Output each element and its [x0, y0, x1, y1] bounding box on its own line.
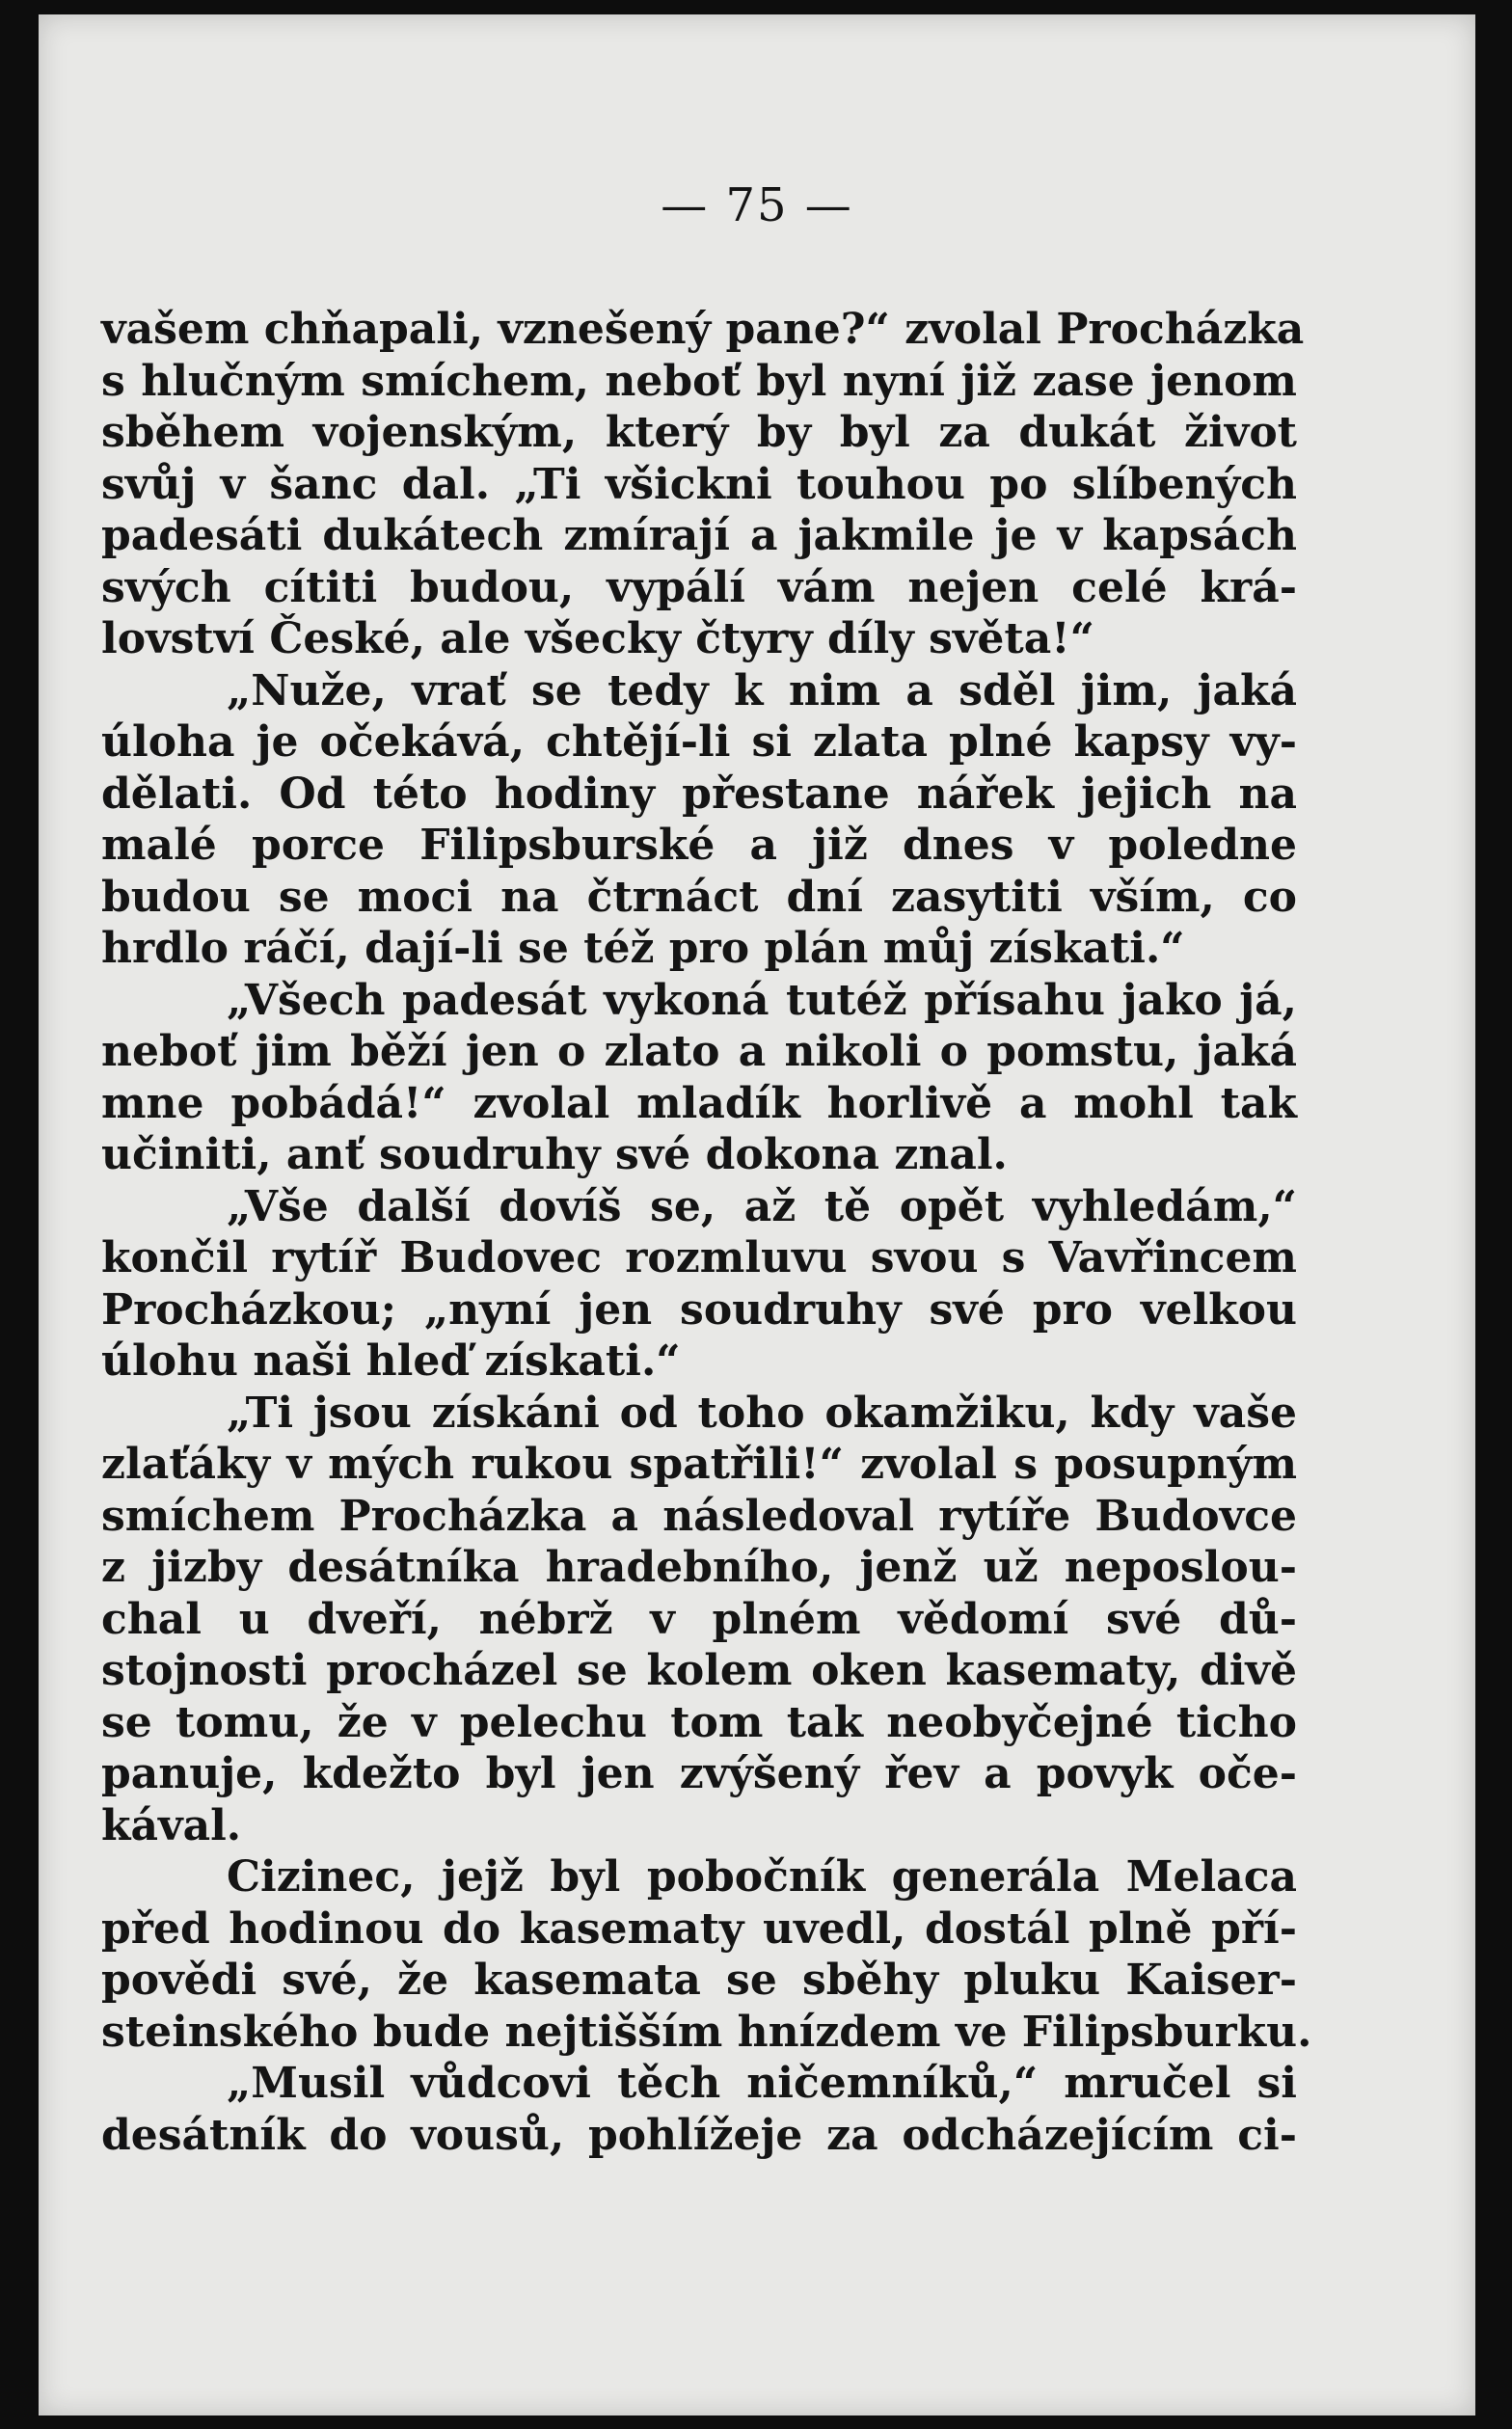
text-line: kával. [101, 1800, 242, 1850]
text-line: dělati. Od této hodiny přestane nářek jejich na [101, 769, 1297, 819]
text-line: neboť jim běží jen o zlato a nikoli o pomstu, jaká [101, 1027, 1297, 1076]
text-line: sběhem vojenským, který by byl za dukát život [101, 408, 1297, 457]
text-line: lovství České, ale všecky čtyry díly světa!“ [101, 614, 1094, 663]
text-line: „Musil vůdcovi těch ničemníků,“ mručel si [227, 2059, 1297, 2108]
text-line: vašem chňapali, vznešený pane?“ zvolal Procházka [101, 305, 1305, 354]
text-line: z jizby desátníka hradebního, jenž už neposlou- [101, 1543, 1297, 1592]
text-line: „Vše další dovíš se, až tě opět vyhledám,“ [227, 1181, 1297, 1231]
text-line: zlaťáky v mých rukou spatřili!“ zvolal s posupným [101, 1440, 1297, 1489]
text-line: s hlučným smíchem, neboť byl nyní již zase jenom [101, 356, 1297, 406]
text-line: „Nuže, vrať se tedy k nim a sděl jim, jaká [227, 665, 1297, 715]
text-line: svůj v šanc dal. „Ti všickni touhou po slíbených [101, 459, 1297, 509]
text-line: chal u dveří, nébrž v plném vědomí své dů- [101, 1594, 1297, 1644]
text-line: učiniti, anť soudruhy své dokona znal. [101, 1130, 1008, 1179]
text-line: smíchem Procházka a následoval rytíře Budovce [101, 1491, 1297, 1541]
text-line: budou se moci na čtrnáct dní zasytiti vším, co [101, 872, 1297, 922]
text-line: stojnosti procházel se kolem oken kasematy, divě [101, 1646, 1297, 1695]
text-line: malé porce Filipsburské a již dnes v poledne [101, 821, 1297, 870]
text-line: Procházkou; „nyní jen soudruhy své pro velkou [101, 1284, 1297, 1335]
text-line: končil rytíř Budovec rozmluvu svou s Vavřincem [101, 1233, 1297, 1282]
text-line: panuje, kdežto byl jen zvýšený řev a povyk oče- [101, 1749, 1297, 1798]
text-line: úloha je očekává, chtějí-li si zlata plné kapsy vy- [101, 717, 1297, 767]
text-line: steinského bude nejtišším hnízdem ve Filipsburku. [101, 2007, 1312, 2057]
text-line: „Všech padesát vykoná tutéž přísahu jako já, [227, 975, 1297, 1025]
book-page [39, 14, 1475, 2416]
text-line: desátník do vousů, pohlížeje za odcházejícím ci- [101, 2110, 1297, 2160]
text-line: před hodinou do kasematy uvedl, dostál plně pří- [101, 1903, 1297, 1954]
text-line: se tomu, že v pelechu tom tak neobyčejné ticho [101, 1697, 1297, 1747]
page-number: — 75 — [661, 178, 853, 232]
text-line: Cizinec, jejž byl pobočník generála Melaca [227, 1852, 1297, 1902]
text-line: padesáti dukátech zmírají a jakmile je v kapsách [101, 511, 1297, 560]
text-line: povědi své, že kasemata se sběhy pluku Kaiser- [101, 1956, 1297, 2005]
text-line: „Ti jsou získáni od toho okamžiku, kdy vaše [227, 1388, 1297, 1438]
text-line: mne pobádá!“ zvolal mladík horlivě a mohl tak [101, 1078, 1297, 1128]
body-text [101, 304, 1312, 2161]
text-line: úlohu naši hleď získati.“ [101, 1336, 681, 1386]
text-line: hrdlo ráčí, dají-li se též pro plán můj získati.“ [101, 924, 1185, 973]
text-line: svých cítiti budou, vypálí vám nejen celé krá- [101, 562, 1297, 612]
